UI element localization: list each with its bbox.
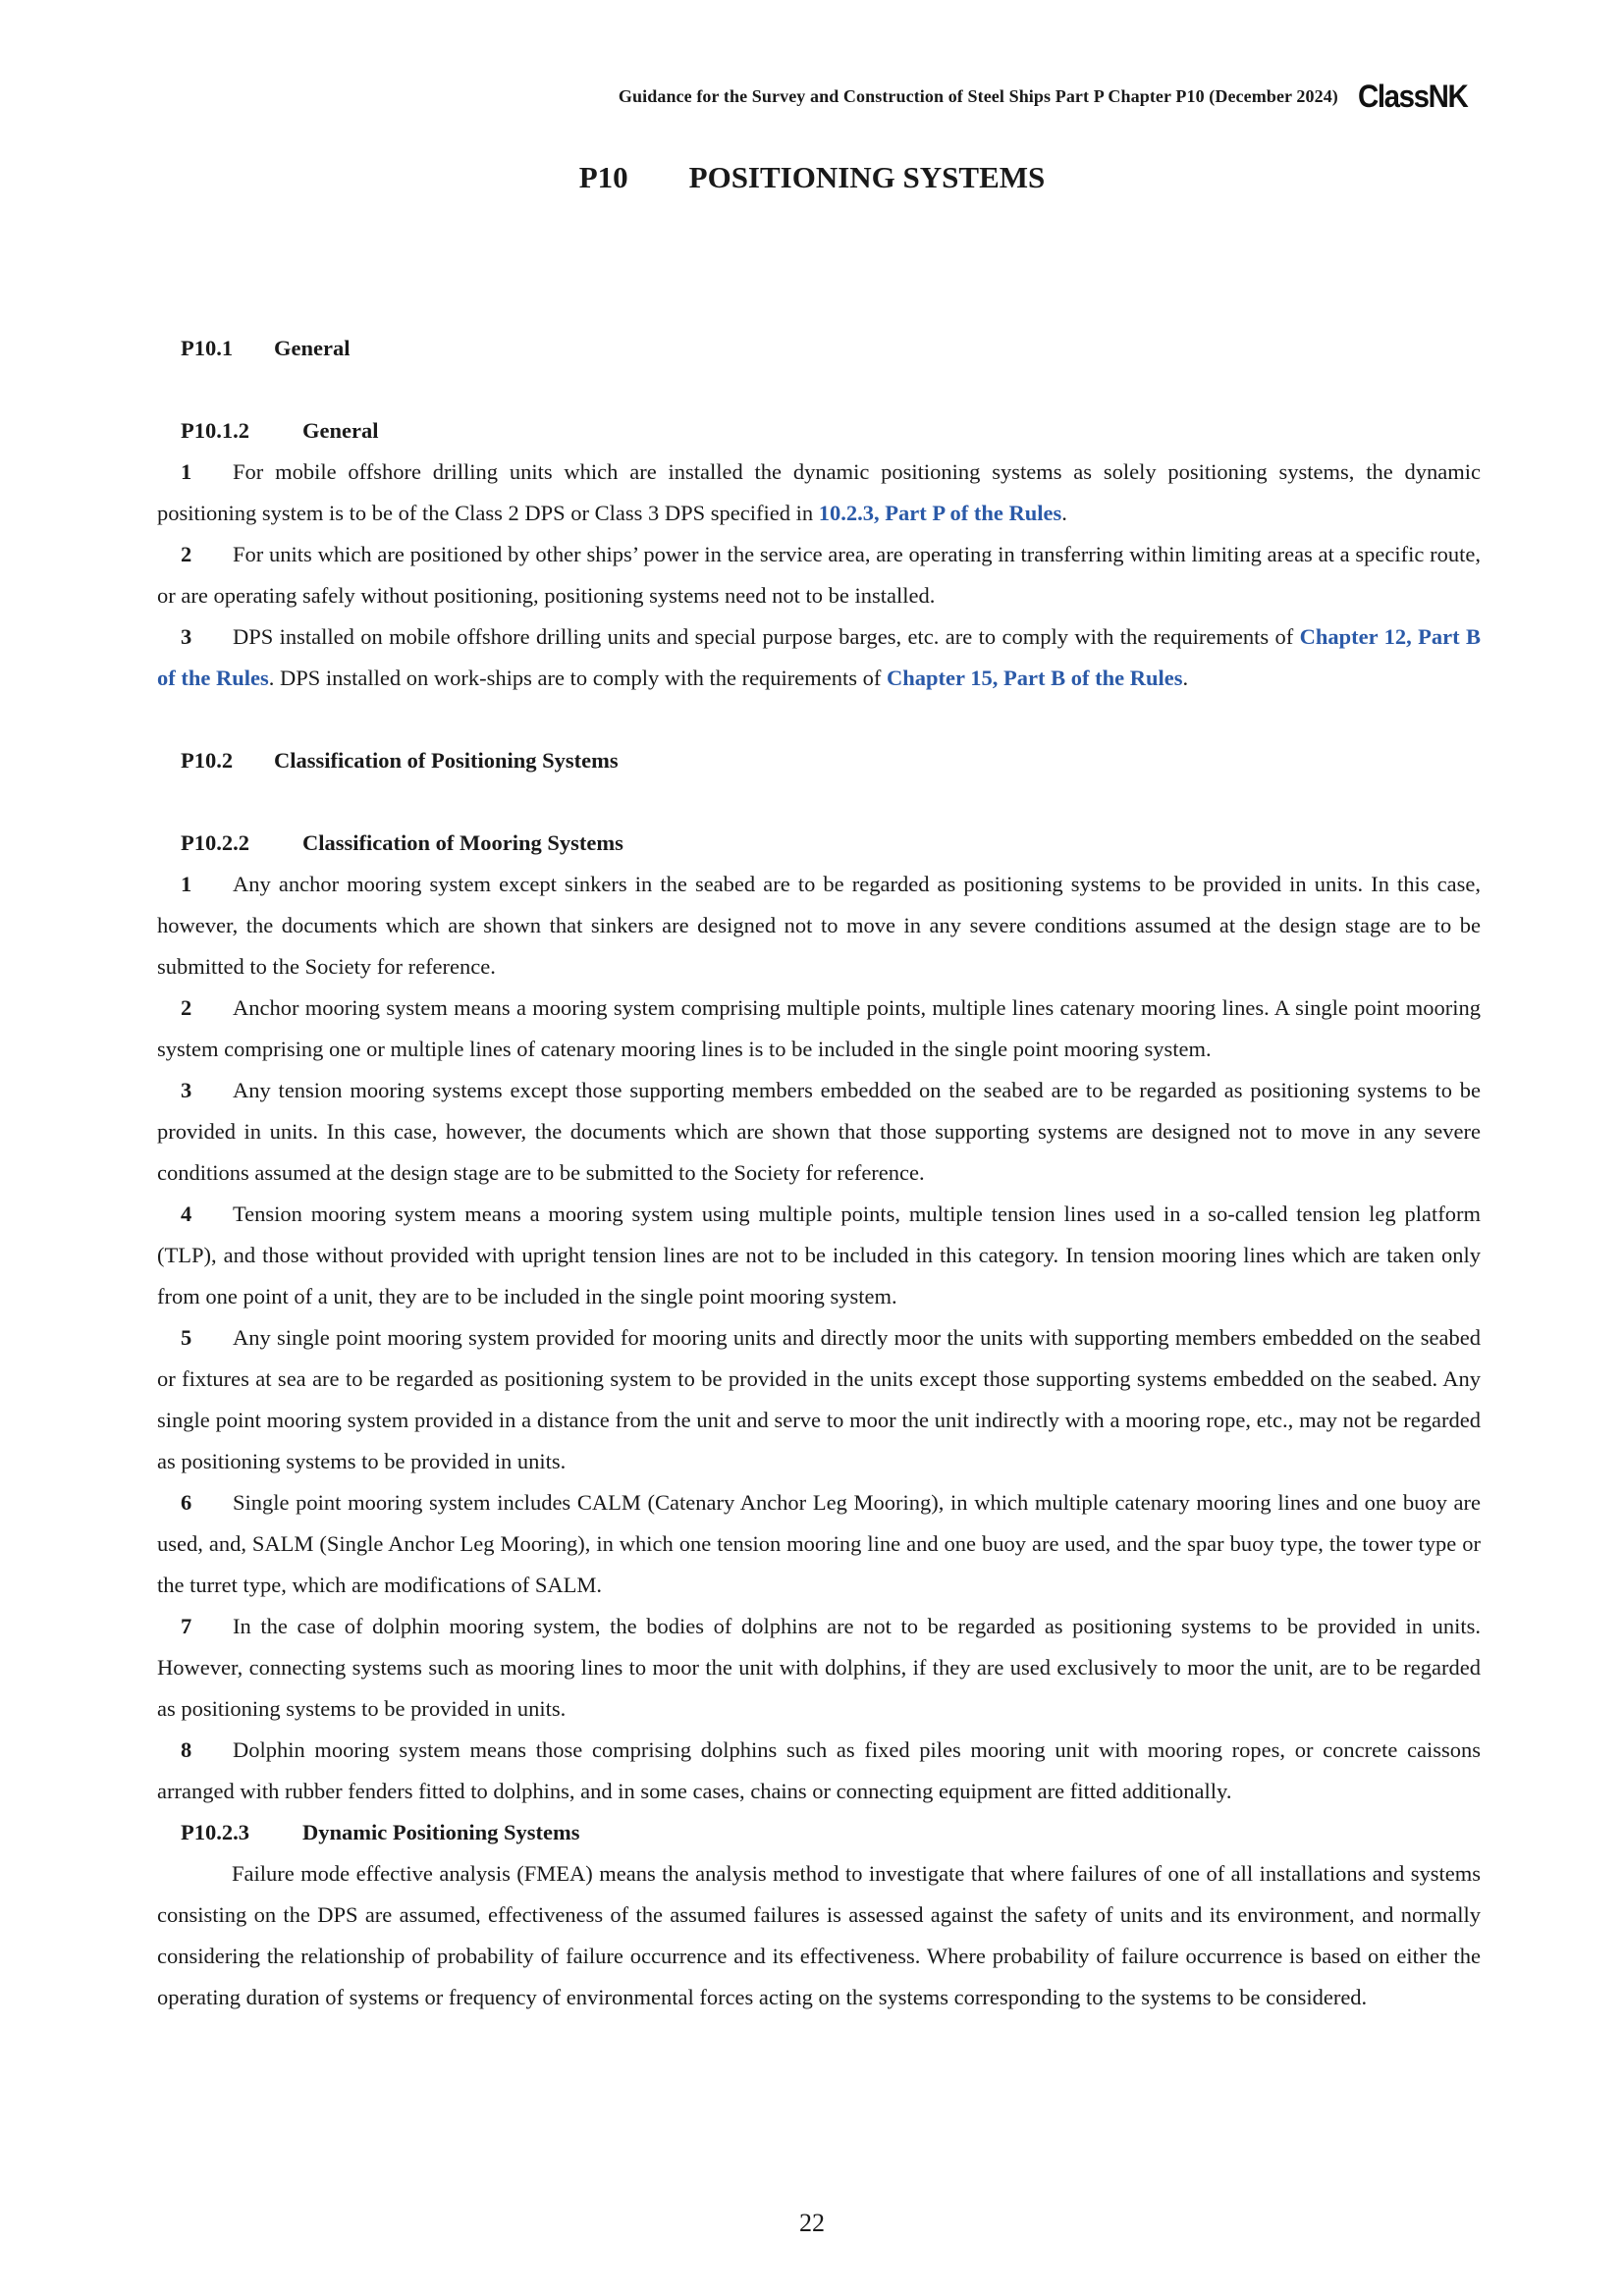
paragraph-number: 2 (181, 995, 192, 1020)
paragraph-text: Any tension mooring systems except those supporting members embedded on the seabed are to be regarded as positioning systems to be provided in units. In this case, however, the documents which are shown that those supporting systems are designed not to move in any severe conditions assumed at the design stage are to be submitted to the Society for reference. (157, 1078, 1481, 1185)
document-body (157, 328, 1481, 2018)
chapter-heading: POSITIONING SYSTEMS (688, 160, 1046, 194)
paragraph-7 (157, 1606, 1481, 1730)
section-heading-p10-2 (157, 740, 1481, 781)
paragraph-number: 7 (181, 1614, 192, 1638)
paragraph-text: Any single point mooring system provided for mooring units and directly moor the units with supporting members embedded on the seabed or fixtures at sea are to be regarded as positioning system to be provided in the units except those supporting systems embedded on the seabed. Any single point mooring system provided in a distance from the unit and serve to moor the unit indirectly with a mooring rope, etc., may not be regarded as positioning systems to be provided in units. (157, 1325, 1481, 1473)
subsection-title: Classification of Mooring Systems (302, 830, 623, 855)
paragraph-text: Single point mooring system includes CALM (Catenary Anchor Leg Mooring), in which multiple catenary mooring lines and one buoy are used, and, SALM (Single Anchor Leg Mooring), in which one tension mooring line and one buoy are used, and the spar buoy type, the tower type or the turret type, which are modifications of SALM. (157, 1490, 1481, 1597)
chapter-title (0, 160, 1624, 195)
paragraph-3 (157, 616, 1481, 699)
paragraph-text: For units which are positioned by other ships’ power in the service area, are operating in transferring within limiting areas at a specific route, or are operating safely without positioning, positioning systems need not to be installed. (157, 542, 1481, 608)
rule-reference-link[interactable]: Chapter 15, Part B of the Rules (887, 666, 1183, 690)
paragraph-1 (157, 864, 1481, 988)
paragraph-number: 1 (181, 459, 192, 484)
paragraph-number: 1 (181, 872, 192, 896)
subsection-number: P10.2.2 (181, 830, 249, 855)
paragraph-text: . (1061, 501, 1067, 525)
paragraph-text: In the case of dolphin mooring system, the bodies of dolphins are not to be regarded as positioning systems to be provided in units. However, connecting systems such as mooring lines to moor the unit with dolphins, if they are used exclusively to moor the unit, are to be regarded as positioning systems to be provided in units. (157, 1614, 1481, 1721)
subsection-title: General (302, 418, 379, 443)
rule-reference-link[interactable]: 10.2.3, Part P of the Rules (818, 501, 1062, 525)
paragraph-6 (157, 1482, 1481, 1606)
chapter-number: P10 (578, 160, 628, 194)
subsection-title: Dynamic Positioning Systems (302, 1820, 580, 1844)
paragraph-text: Dolphin mooring system means those comprising dolphins such as fixed piles mooring unit with mooring ropes, or concrete caissons arranged with rubber fenders fitted to dolphins, and in some cases, chains or connecting equipment are fitted additionally. (157, 1737, 1481, 1803)
subsection-number: P10.1.2 (181, 418, 249, 443)
rule-reference-link[interactable]: Chapter 12, Part B of the Rules (157, 624, 1481, 690)
section-heading-p10-1 (157, 328, 1481, 369)
paragraph-number: 8 (181, 1737, 192, 1762)
section-number: P10.1 (181, 336, 234, 360)
subsection-heading-p10-2-3 (157, 1812, 1481, 1853)
paragraph-text: . (1182, 666, 1189, 690)
paragraph-4 (157, 1194, 1481, 1317)
page-number: 22 (799, 2209, 825, 2237)
paragraph-number: 3 (181, 624, 192, 649)
classnk-logo: ClassNK (1357, 78, 1468, 114)
subsection-heading-p10-2-2 (157, 823, 1481, 864)
paragraph-number: 4 (181, 1201, 192, 1226)
paragraph-text: For mobile offshore drilling units which are installed the dynamic positioning systems as solely positioning systems, the dynamic positioning system is to be of the Class 2 DPS or Class 3 DPS specified in (157, 459, 1481, 525)
paragraph-1 (157, 452, 1481, 534)
fmea-paragraph: Failure mode effective analysis (FMEA) means the analysis method to investigate that where failures of one of all installations and systems consisting on the DPS are assumed, effectiveness of the assumed failures is assessed against the safety of units and its environment, and normally considering the relationship of probability of failure occurrence and its effectiveness. Where probability of failure occurrence is based on either the operating duration of systems or frequency of environmental forces acting on the systems corresponding to the systems to be considered. (157, 1861, 1481, 2009)
section-title: General (274, 336, 351, 360)
header-title: Guidance for the Survey and Construction of Steel Ships Part P Chapter P10 (December 2024) (618, 85, 1338, 106)
paragraph-number: 3 (181, 1078, 192, 1102)
paragraph-text: . DPS installed on work-ships are to comply with the requirements of (268, 666, 888, 690)
paragraph-number: 6 (181, 1490, 192, 1515)
paragraph-text: Anchor mooring system means a mooring system comprising multiple points, multiple lines catenary mooring lines. A single point mooring system comprising one or multiple lines of catenary mooring lines is to be included in the single point mooring system. (157, 995, 1481, 1061)
paragraph-2 (157, 988, 1481, 1070)
subsection-heading-p10-1-2 (157, 410, 1481, 452)
subsection-number: P10.2.3 (181, 1820, 249, 1844)
paragraph-5 (157, 1317, 1481, 1482)
paragraph-number: 2 (181, 542, 192, 566)
paragraph-number: 5 (181, 1325, 192, 1350)
section-title: Classification of Positioning Systems (274, 748, 619, 773)
paragraph-8 (157, 1730, 1481, 1812)
section-number: P10.2 (181, 748, 234, 773)
paragraph-3 (157, 1070, 1481, 1194)
paragraph-text: DPS installed on mobile offshore drilling units and special purpose barges, etc. are to comply with the requirements of (233, 624, 1300, 649)
paragraph-2 (157, 534, 1481, 616)
page-header (619, 77, 1477, 116)
paragraph-text: Any anchor mooring system except sinkers in the seabed are to be regarded as positioning systems to be provided in units. In this case, however, the documents which are shown that sinkers are designed not to move in any severe conditions assumed at the design stage are to be submitted to the Society for reference. (157, 872, 1481, 979)
paragraph-text: Tension mooring system means a mooring system using multiple points, multiple tension lines used in a so-called tension leg platform (TLP), and those without provided with upright tension lines are not to be included in this category. In tension mooring lines which are taken only from one point of a unit, they are to be included in the single point mooring system. (157, 1201, 1481, 1308)
